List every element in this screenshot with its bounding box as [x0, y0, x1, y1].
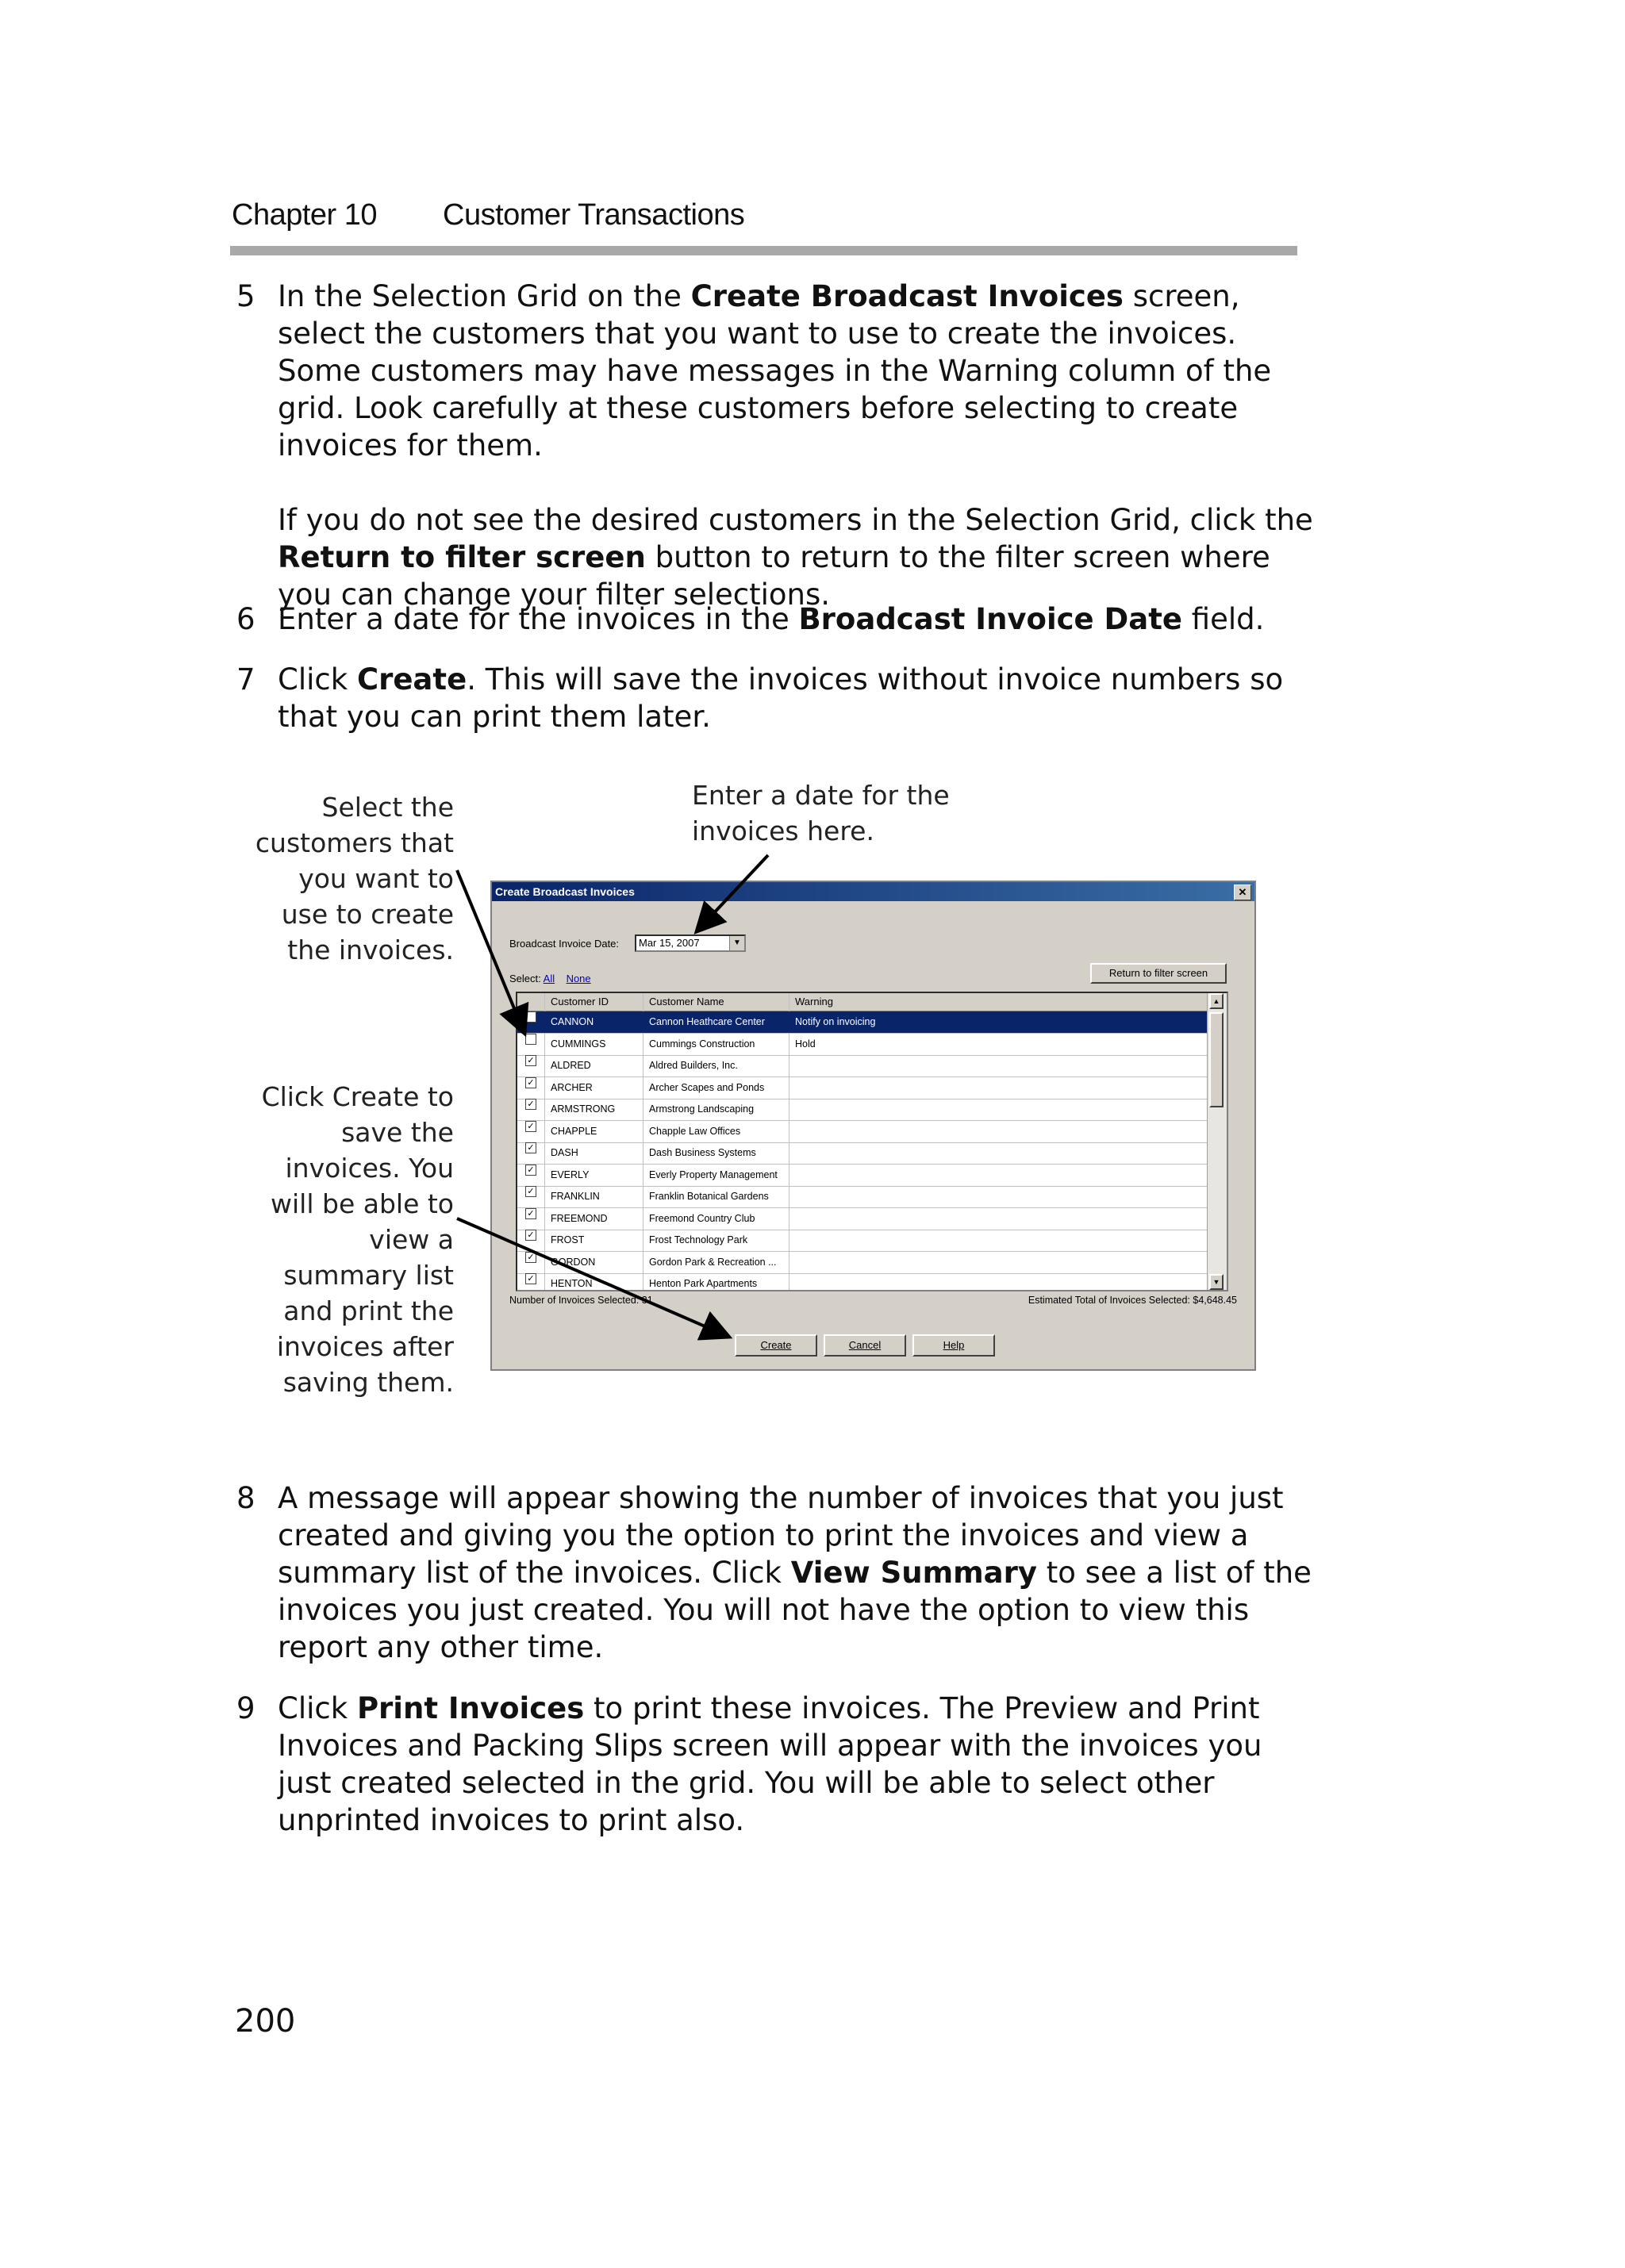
callout-line: the invoices. [287, 934, 454, 965]
bold-term: Return to filter screen [278, 540, 646, 574]
callout-line: invoices after [276, 1331, 454, 1362]
scroll-down-icon[interactable]: ▼ [1209, 1274, 1224, 1290]
chevron-down-icon[interactable]: ▼ [729, 936, 744, 950]
arrow-to-create-button [457, 1218, 727, 1336]
callout-line: view a [369, 1224, 454, 1255]
cell-id: ARMSTRONG [551, 1103, 616, 1115]
arrow-to-date-field [698, 855, 768, 930]
callout-line: customers that [255, 827, 454, 858]
cell-id: CANNON [551, 1016, 594, 1027]
row-checkbox[interactable]: ✓ [525, 1165, 536, 1176]
cell-name: Everly Property Management [649, 1169, 778, 1180]
row-checkbox[interactable]: ✓ [525, 1208, 536, 1219]
row-checkbox[interactable]: ✓ [525, 1121, 536, 1132]
row-checkbox[interactable]: ✓ [525, 1055, 536, 1066]
text: field. [1182, 602, 1265, 636]
scroll-up-icon[interactable]: ▲ [1209, 993, 1224, 1009]
row-checkbox[interactable]: ✓ [525, 1186, 536, 1197]
return-to-filter-button[interactable]: Return to filter screen [1090, 963, 1227, 984]
cell-name: Henton Park Apartments [649, 1278, 758, 1289]
callout-line: summary list [283, 1260, 454, 1291]
callout-line: Click Create to [261, 1081, 454, 1112]
column-warning[interactable]: Warning [795, 996, 833, 1007]
bold-term: Print Invoices [356, 1691, 585, 1725]
cell-name: Freemond Country Club [649, 1212, 755, 1224]
invoice-total: Estimated Total of Invoices Selected: $4,648.45 [1028, 1295, 1237, 1306]
invoice-count: Number of Invoices Selected: 31 [509, 1295, 653, 1306]
chapter-label: Chapter 10 [232, 198, 378, 232]
cell-name: Aldred Builders, Inc. [649, 1060, 738, 1071]
help-button[interactable]: Help [912, 1334, 995, 1357]
date-label: Broadcast Invoice Date: [509, 938, 620, 950]
cell-id: FRANKLIN [551, 1191, 600, 1202]
cancel-button[interactable]: Cancel [824, 1334, 906, 1357]
cell-name: Cummings Construction [649, 1038, 755, 1050]
callout-line: invoices. You [285, 1153, 454, 1184]
callout-line: you want to [298, 863, 454, 894]
row-checkbox[interactable]: ✓ [525, 1142, 536, 1153]
text: Click [278, 1691, 357, 1725]
cell-id: DASH [551, 1147, 578, 1158]
callout-line: saving them. [282, 1367, 454, 1398]
bold-term: Create [356, 662, 467, 697]
text: Click [278, 662, 357, 697]
callout-line: invoices here. [692, 815, 874, 846]
cell-id: CUMMINGS [551, 1038, 606, 1050]
text: to see a list of the invoices you just created. You will not have the option to view this report any other time. [278, 1556, 1312, 1664]
text: If you do not see the desired customers in the Selection Grid, click the [278, 503, 1313, 537]
text: screen, select the customers that you want to use to create the invoices. Some customers may have messages in the Warning column of the grid. Look carefully at these customers before selecting to create invoices for them. [278, 279, 1272, 462]
cell-warning: Hold [795, 1038, 816, 1050]
cell-id: FREEMOND [551, 1212, 608, 1224]
cell-name: Franklin Botanical Gardens [649, 1191, 769, 1202]
text: to print these invoices. The Preview and Print Invoices and Packing Slips screen will appear with the invoices you just created selected in the grid. You will be able to select other unprinted invoices to print also. [278, 1691, 1262, 1837]
row-checkbox[interactable]: ✓ [525, 1230, 536, 1241]
cell-name: Armstrong Landscaping [649, 1103, 755, 1115]
cell-name: Cannon Heathcare Center [649, 1016, 765, 1027]
callout-line: Enter a date for the [692, 780, 950, 811]
row-checkbox[interactable]: ✓ [525, 1252, 536, 1263]
column-customer-name[interactable]: Customer Name [649, 996, 724, 1007]
arrow-to-checkbox [457, 870, 524, 1031]
step-8 [236, 1479, 1316, 1666]
cell-id: HENTON [551, 1278, 593, 1289]
callout-line: use to create [281, 899, 454, 930]
callout-line: will be able to [271, 1188, 454, 1219]
cell-id: FROST [551, 1234, 585, 1245]
callout-line: and print the [283, 1295, 454, 1326]
bold-term: Broadcast Invoice Date [798, 602, 1182, 636]
step-9 [236, 1690, 1316, 1839]
cell-name: Chapple Law Offices [649, 1125, 741, 1137]
step-number: 9 [236, 1691, 255, 1725]
text: . This will save the invoices without invoice numbers so that you can print them later. [278, 662, 1284, 734]
dialog-title: Create Broadcast Invoices [495, 885, 635, 898]
select-none-link[interactable]: None [566, 973, 591, 984]
cell-id: GORDON [551, 1256, 596, 1268]
step-number: 7 [236, 662, 255, 697]
close-icon[interactable]: ✕ [1234, 885, 1251, 900]
callout-line: save the [341, 1117, 454, 1148]
callout-line: Select the [321, 792, 454, 823]
page-number: 200 [235, 2003, 296, 2040]
text: A message will appear showing the number of invoices that you just created and giving you the option to print the invoices and view a summary list of the invoices. Click [278, 1481, 1284, 1590]
row-checkbox[interactable]: ✓ [525, 1273, 536, 1284]
cell-id: ALDRED [551, 1060, 591, 1071]
column-customer-id[interactable]: Customer ID [551, 996, 609, 1007]
create-button[interactable]: Create [735, 1334, 817, 1357]
cell-name: Dash Business Systems [649, 1147, 756, 1158]
bold-term: View Summary [790, 1556, 1038, 1590]
cell-id: ARCHER [551, 1081, 593, 1093]
step-number: 8 [236, 1481, 255, 1515]
row-checkbox[interactable]: ✓ [525, 1099, 536, 1110]
text: In the Selection Grid on the [278, 279, 691, 313]
step-number: 6 [236, 602, 255, 636]
select-label: Select: [509, 973, 541, 984]
cell-name: Frost Technology Park [649, 1234, 748, 1245]
cell-warning: Notify on invoicing [795, 1016, 876, 1027]
row-checkbox[interactable]: ✓ [525, 1077, 536, 1088]
text: Enter a date for the invoices in the [278, 602, 799, 636]
text: button to return to the filter screen where you can change your filter selections. [278, 540, 1270, 612]
cell-name: Archer Scapes and Ponds [649, 1081, 765, 1093]
bold-term: Create Broadcast Invoices [690, 279, 1124, 313]
step-paragraph [278, 1690, 1316, 1839]
step-number: 5 [236, 279, 255, 313]
chapter-title: Customer Transactions [443, 198, 745, 232]
select-all-link[interactable]: All [543, 973, 555, 984]
step-paragraph [278, 1479, 1316, 1666]
cell-id: CHAPPLE [551, 1125, 597, 1137]
date-value: Mar 15, 2007 [639, 937, 700, 949]
cell-name: Gordon Park & Recreation ... [649, 1256, 777, 1268]
cell-id: EVERLY [551, 1169, 590, 1180]
